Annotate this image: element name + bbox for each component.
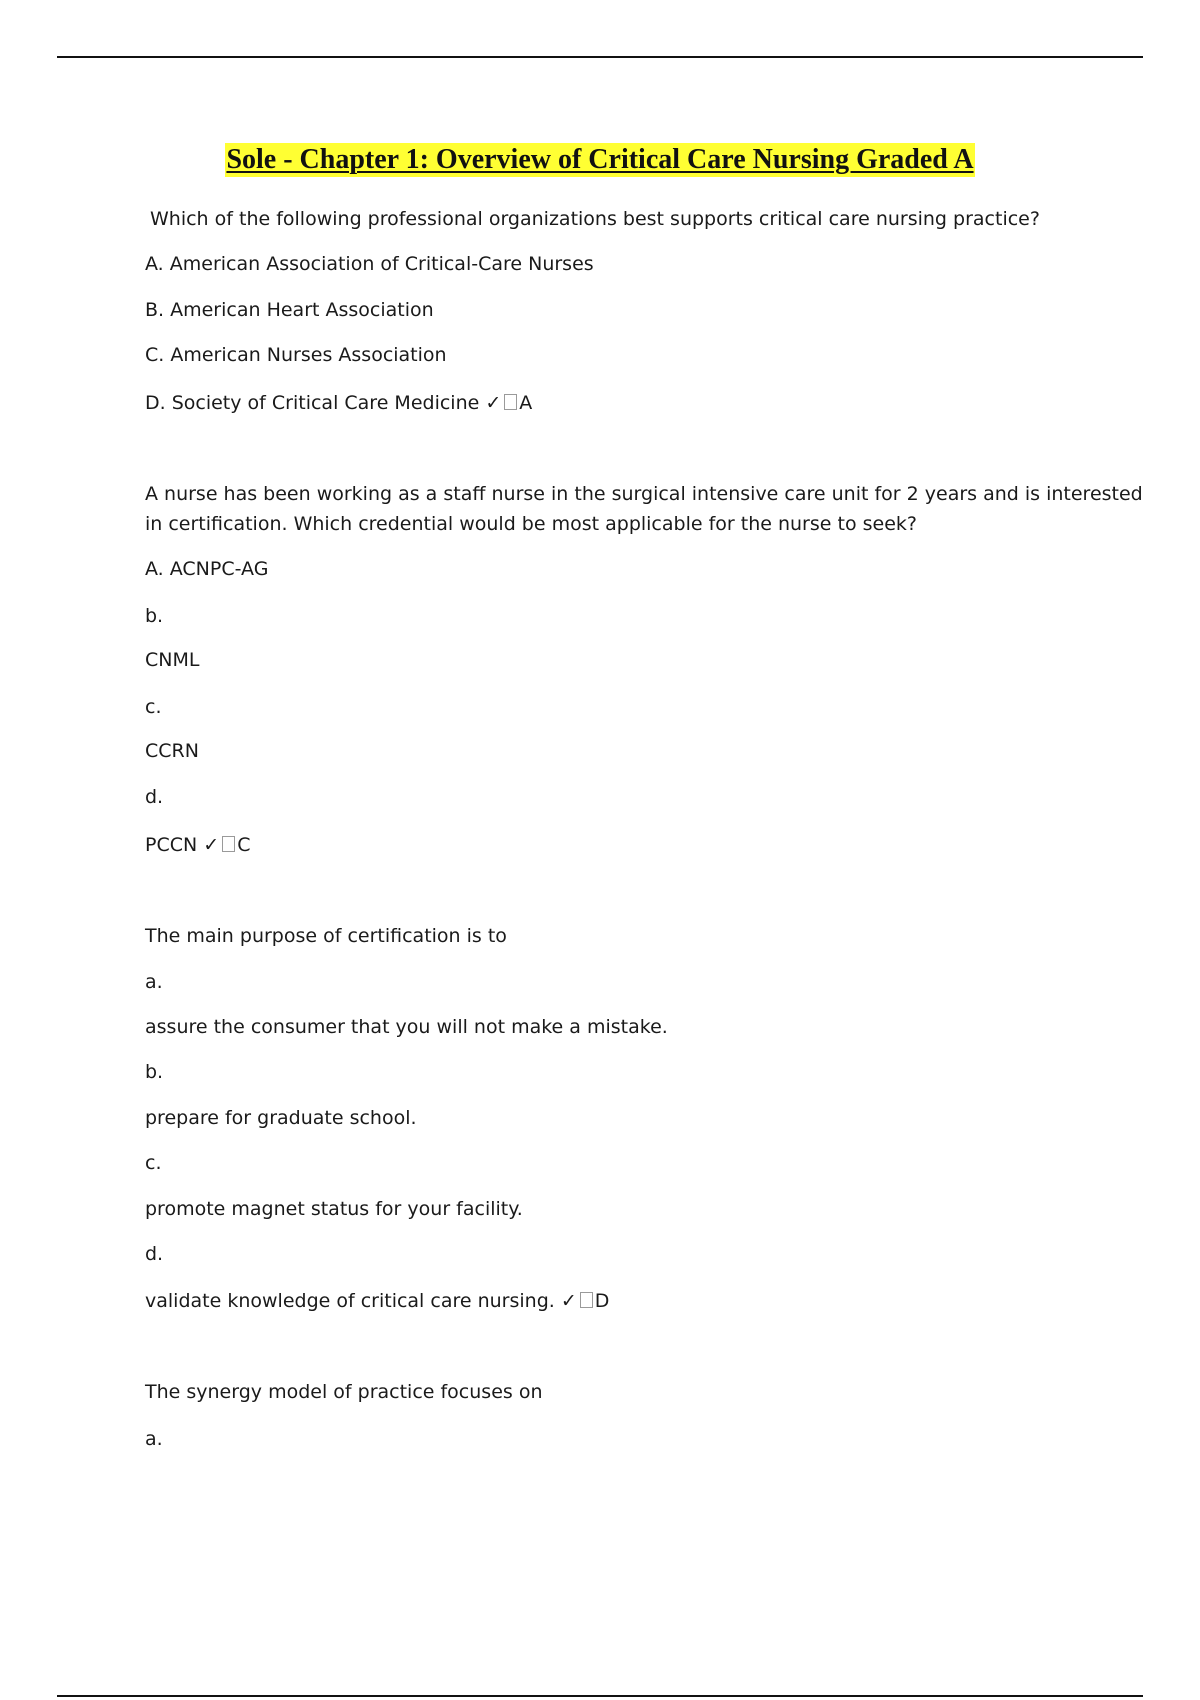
question-3-option-d-line [145, 1286, 609, 1316]
question-3-letter-c: c. [145, 1152, 162, 1174]
question-3-text-a: assure the consumer that you will not make a mistake. [145, 1016, 668, 1038]
question-1-answer: A [519, 392, 533, 414]
document-title: Sole - Chapter 1: Overview of Critical Care Nursing Graded A [226, 144, 974, 175]
question-2-prompt-line-2: in certification. Which credential would be most applicable for the nurse to seek? [145, 513, 917, 535]
check-mark-icon: ✓ [203, 834, 220, 856]
question-1-option-b: B. American Heart Association [145, 299, 434, 321]
question-4-prompt: The synergy model of practice focuses on [145, 1381, 543, 1403]
question-2-letter-b: b. [145, 605, 164, 627]
question-1-option-a: A. American Association of Critical-Care Nurses [145, 253, 594, 275]
question-1-option-d-line [145, 388, 532, 418]
check-mark-icon: ✓ [560, 1290, 577, 1312]
header-rule [57, 56, 1143, 58]
question-3-answer: D [594, 1290, 610, 1312]
question-1-option-c: C. American Nurses Association [145, 344, 447, 366]
question-3-prompt: The main purpose of certification is to [145, 925, 507, 947]
question-1-prompt: Which of the following professional organizations best supports critical care nursing practice? [150, 208, 1040, 230]
box-glyph-icon [504, 394, 517, 410]
check-mark-icon: ✓ [485, 392, 502, 414]
question-2-answer: C [237, 834, 251, 856]
question-3-letter-d: d. [145, 1243, 164, 1265]
question-2-option-d-line [145, 830, 250, 860]
box-glyph-icon [580, 1292, 593, 1308]
question-2-text-b: CNML [145, 649, 200, 671]
question-4-letter-a: a. [145, 1428, 163, 1450]
question-2-option-a: A. ACNPC-AG [145, 558, 269, 580]
question-3-letter-b: b. [145, 1061, 164, 1083]
question-2-letter-d: d. [145, 786, 164, 808]
question-3-text-d: validate knowledge of critical care nursing. [145, 1290, 555, 1312]
question-2-prompt-line-1: A nurse has been working as a staff nurse in the surgical intensive care unit for 2 years and is interested [145, 483, 1143, 505]
box-glyph-icon [222, 836, 235, 852]
question-2-letter-c: c. [145, 696, 162, 718]
question-3-text-c: promote magnet status for your facility. [145, 1198, 523, 1220]
footer-rule [57, 1695, 1143, 1697]
question-2-text-d: PCCN [145, 834, 198, 856]
question-2-text-c: CCRN [145, 740, 199, 762]
question-3-letter-a: a. [145, 971, 163, 993]
question-3-text-b: prepare for graduate school. [145, 1107, 417, 1129]
question-1-option-d: D. Society of Critical Care Medicine [145, 392, 480, 414]
title-container [0, 143, 1200, 177]
